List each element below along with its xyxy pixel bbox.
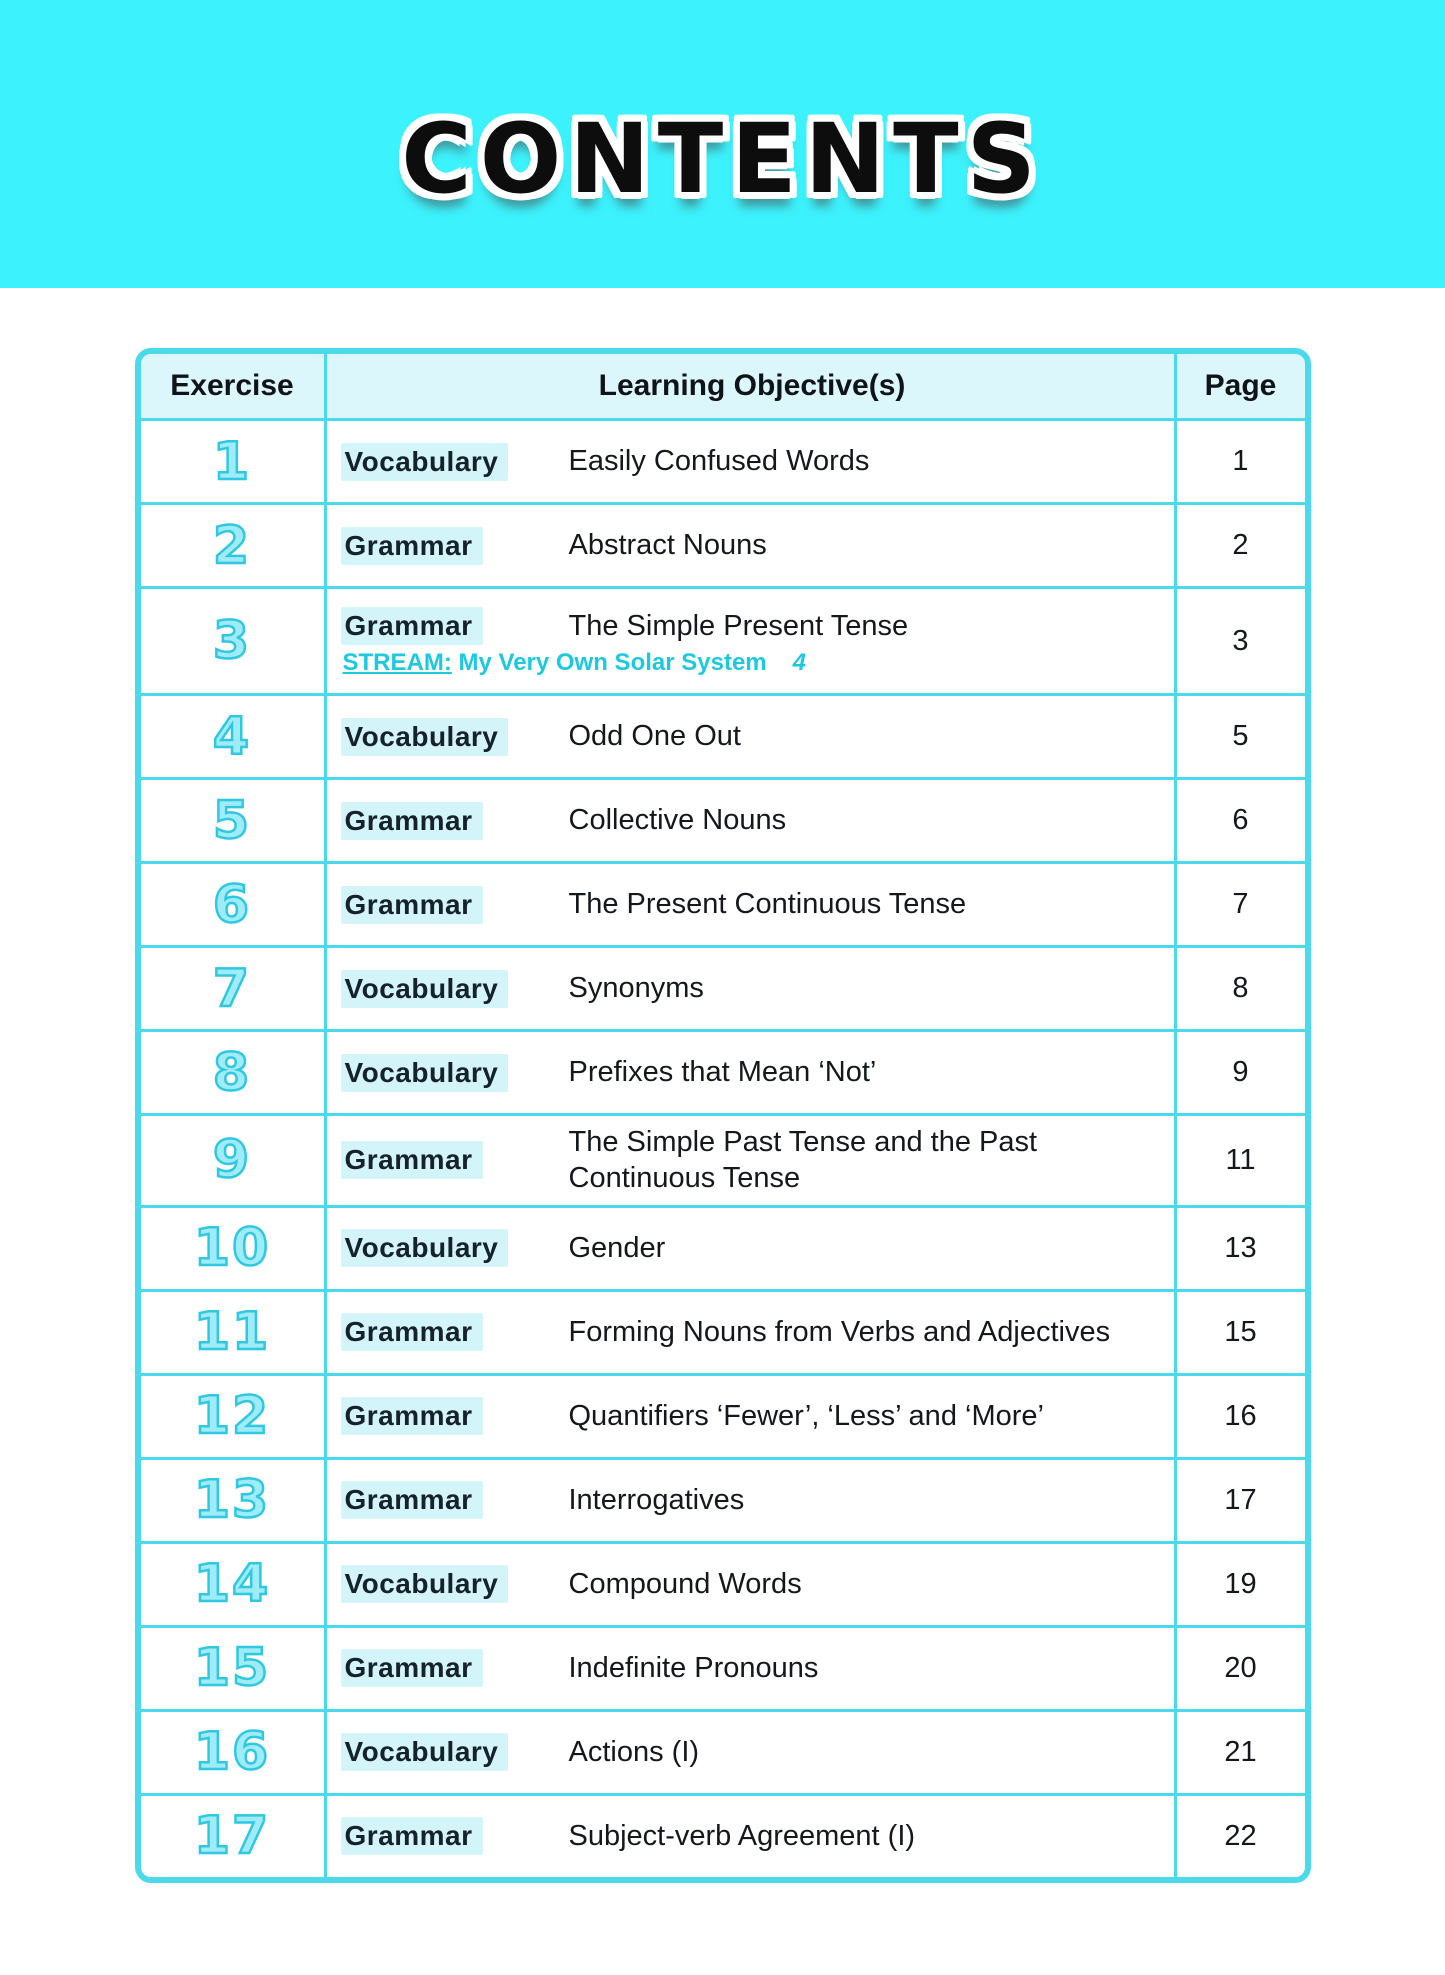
page-cell [1177, 948, 1305, 1029]
page-cell [1177, 1796, 1305, 1877]
table-row [141, 861, 1305, 945]
objective-text: The Present Continuous Tense [568, 888, 967, 921]
objective-text: The Simple Present Tense [568, 609, 909, 642]
category-label: Grammar [341, 1817, 483, 1855]
page-number: 6 [1232, 804, 1249, 836]
category-label: Grammar [341, 1481, 483, 1519]
objective-text: Quantifiers ‘Fewer’, ‘Less’ and ‘More’ [568, 1399, 1044, 1432]
stream-note [341, 649, 1164, 685]
exercise-number: 15 [193, 1638, 271, 1698]
objective-cell [324, 1032, 1177, 1113]
category-label: Vocabulary [341, 1229, 509, 1267]
table-row [141, 418, 1305, 502]
exercise-number-cell [141, 1376, 324, 1457]
exercise-number: 2 [212, 515, 252, 576]
exercise-number: 14 [193, 1554, 271, 1614]
category-label: Grammar [341, 1397, 483, 1435]
header-page: Page [1204, 369, 1277, 402]
category-label: Grammar [341, 802, 483, 840]
objective-text: Abstract Nouns [568, 529, 767, 562]
objective-text: Forming Nouns from Verbs and Adjectives [568, 1315, 1111, 1348]
page-number: 16 [1224, 1399, 1257, 1432]
page-number: 1 [1232, 445, 1249, 477]
objective-cell [324, 948, 1177, 1029]
table-row [141, 1541, 1305, 1625]
objective-cell [324, 1376, 1177, 1457]
objective-line [341, 429, 1164, 494]
objective-line [341, 1124, 1164, 1197]
contents-table [135, 348, 1311, 1883]
exercise-number-cell [141, 780, 324, 861]
page-number: 19 [1224, 1567, 1257, 1600]
header-exercise: Exercise [170, 369, 294, 402]
page-number: 5 [1232, 720, 1249, 752]
objective-cell [324, 505, 1177, 586]
table-row [141, 945, 1305, 1029]
exercise-number-cell [141, 589, 324, 693]
objective-line [341, 1384, 1164, 1449]
objective-cell [324, 1544, 1177, 1625]
objective-line [341, 788, 1164, 853]
objective-text: Subject-verb Agreement (I) [568, 1819, 916, 1852]
table-row [141, 1289, 1305, 1373]
page-number: 13 [1224, 1231, 1257, 1264]
objective-text: Actions (I) [568, 1735, 700, 1768]
objective-line [341, 1636, 1164, 1701]
exercise-number-cell [141, 948, 324, 1029]
objective-line [341, 1300, 1164, 1365]
page-number: 20 [1224, 1651, 1257, 1684]
stream-page: 4 [792, 649, 806, 676]
exercise-number-cell [141, 505, 324, 586]
exercise-number: 12 [193, 1386, 271, 1446]
exercise-number: 17 [193, 1806, 271, 1866]
exercise-number-cell [141, 1460, 324, 1541]
exercise-number: 10 [193, 1218, 271, 1278]
stream-text: My Very Own Solar System [451, 649, 767, 676]
exercise-number-cell [141, 1544, 324, 1625]
page-title: CONTENTS [401, 103, 1044, 215]
objective-text: Prefixes that Mean ‘Not’ [568, 1056, 877, 1089]
objective-cell [324, 1712, 1177, 1793]
category-label: Vocabulary [341, 443, 509, 481]
category-label: Grammar [341, 1649, 483, 1687]
exercise-number: 1 [212, 431, 252, 492]
page-cell [1177, 1032, 1305, 1113]
page-cell [1177, 696, 1305, 777]
objective-line [341, 1216, 1164, 1281]
category-label: Grammar [341, 527, 483, 565]
page-cell [1177, 1544, 1305, 1625]
page-cell [1177, 1628, 1305, 1709]
objective-text: Synonyms [568, 972, 704, 1005]
objective-line [341, 956, 1164, 1021]
exercise-number-cell [141, 1116, 324, 1205]
page-cell [1177, 780, 1305, 861]
table-row [141, 1457, 1305, 1541]
exercise-number: 7 [212, 958, 252, 1019]
exercise-number: 9 [212, 1130, 252, 1191]
objective-cell [324, 1796, 1177, 1877]
stream-label: STREAM: [342, 649, 452, 676]
objective-cell [324, 696, 1177, 777]
page-number: 11 [1225, 1143, 1256, 1176]
objective-text: Odd One Out [568, 720, 741, 753]
objective-cell [324, 1292, 1177, 1373]
page-number: 9 [1232, 1056, 1249, 1088]
objective-line [341, 1804, 1164, 1869]
table-row [141, 1113, 1305, 1205]
table-row [141, 502, 1305, 586]
page-cell [1177, 1208, 1305, 1289]
header-learning-objectives: Learning Objective(s) [324, 354, 1177, 418]
table-row [141, 586, 1305, 693]
objective-line [341, 1040, 1164, 1105]
page-cell [1177, 1292, 1305, 1373]
objective-line [341, 1552, 1164, 1617]
category-label: Vocabulary [341, 1054, 509, 1092]
page-cell [1177, 1712, 1305, 1793]
objective-text: Gender [568, 1231, 666, 1264]
objective-line [341, 1720, 1164, 1785]
table-row [141, 777, 1305, 861]
exercise-number: 16 [193, 1722, 271, 1782]
exercise-number-cell [141, 1628, 324, 1709]
table-row [141, 1709, 1305, 1793]
category-label: Vocabulary [341, 718, 509, 756]
page-cell [1177, 589, 1305, 693]
exercise-number: 8 [212, 1042, 252, 1103]
objective-cell [324, 1628, 1177, 1709]
page-number: 21 [1224, 1735, 1257, 1768]
category-label: Vocabulary [341, 1565, 509, 1603]
exercise-number-cell [141, 1292, 324, 1373]
exercise-number-cell [141, 864, 324, 945]
exercise-number-cell [141, 1032, 324, 1113]
objective-line [341, 597, 1164, 655]
page-number: 3 [1232, 624, 1249, 657]
objective-text: The Simple Past Tense and the Past Continuous Tense [568, 1126, 1038, 1195]
exercise-number-cell [141, 1208, 324, 1289]
objective-line [341, 1468, 1164, 1533]
exercise-number: 11 [193, 1302, 271, 1362]
objective-cell [324, 780, 1177, 861]
exercise-number-cell [141, 421, 324, 502]
table-row [141, 1793, 1305, 1877]
table-row [141, 693, 1305, 777]
table-header-row [141, 354, 1305, 418]
objective-text: Compound Words [568, 1567, 802, 1600]
objective-cell [324, 589, 1177, 693]
exercise-number-cell [141, 1712, 324, 1793]
page-number: 15 [1224, 1315, 1257, 1348]
exercise-number-cell [141, 696, 324, 777]
page-number: 17 [1224, 1483, 1257, 1516]
page-number: 7 [1232, 888, 1249, 920]
category-label: Vocabulary [341, 970, 509, 1008]
objective-cell [324, 1460, 1177, 1541]
table-row [141, 1625, 1305, 1709]
exercise-number: 4 [212, 706, 252, 767]
objective-cell [324, 1116, 1177, 1205]
objective-text: Indefinite Pronouns [568, 1651, 819, 1684]
page-number: 8 [1232, 972, 1249, 1004]
page-cell [1177, 421, 1305, 502]
category-label: Grammar [341, 1141, 483, 1179]
objective-text: Collective Nouns [568, 804, 787, 837]
contents-banner [0, 0, 1445, 288]
exercise-number: 3 [212, 611, 252, 671]
exercise-number: 13 [193, 1470, 271, 1530]
objective-line [341, 513, 1164, 578]
objective-cell [324, 421, 1177, 502]
table-row [141, 1029, 1305, 1113]
page-cell [1177, 1116, 1305, 1205]
category-label: Grammar [341, 607, 483, 645]
exercise-number: 5 [212, 790, 252, 851]
page-number: 2 [1232, 529, 1249, 561]
page-cell [1177, 1460, 1305, 1541]
category-label: Grammar [341, 886, 483, 924]
objective-line [341, 872, 1164, 937]
objective-cell [324, 1208, 1177, 1289]
category-label: Grammar [341, 1313, 483, 1351]
toc-rows [141, 418, 1305, 1877]
objective-text: Interrogatives [568, 1483, 745, 1516]
exercise-number: 6 [212, 874, 252, 935]
table-row [141, 1205, 1305, 1289]
page-cell [1177, 864, 1305, 945]
objective-line [341, 704, 1164, 769]
page-cell [1177, 505, 1305, 586]
category-label: Vocabulary [341, 1733, 509, 1771]
objective-text: Easily Confused Words [568, 445, 870, 478]
exercise-number-cell [141, 1796, 324, 1877]
page-cell [1177, 1376, 1305, 1457]
page-number: 22 [1224, 1819, 1257, 1852]
table-row [141, 1373, 1305, 1457]
objective-cell [324, 864, 1177, 945]
